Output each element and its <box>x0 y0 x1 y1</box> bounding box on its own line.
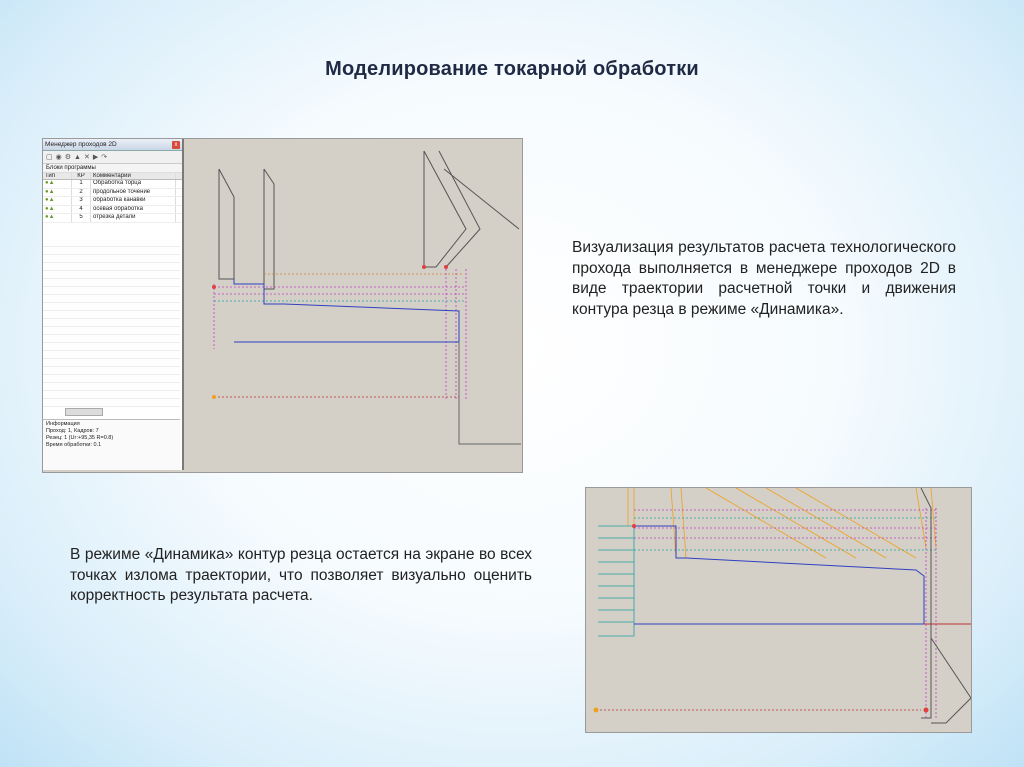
table-header <box>43 173 182 180</box>
bulb-icon: ●▲ <box>43 206 72 214</box>
toolpath-canvas[interactable] <box>184 139 521 470</box>
col-type[interactable]: Тип <box>43 173 72 179</box>
open-icon[interactable]: ▢ <box>46 154 53 161</box>
dynamic-mode-screenshot[interactable] <box>585 487 972 733</box>
col-comment[interactable]: Комментарий <box>91 173 176 179</box>
pass-manager-title: Менеджер проходов 2D <box>45 141 117 148</box>
slide-title: Моделирование токарной обработки <box>325 58 699 80</box>
table-row[interactable] <box>43 180 182 189</box>
row-num: 5 <box>72 214 91 222</box>
row-comment: отрезка детали <box>91 214 176 222</box>
description-paragraph-1: Визуализация результатов расчета технологического прохода выполняется в менеджере проходов 2D в виде траектории расчетной точки и движения контура резца в режиме «Динамика». <box>572 239 956 318</box>
export-icon[interactable]: ↷ <box>101 154 108 161</box>
table-row[interactable] <box>43 206 182 215</box>
row-comment: Обработка торца <box>91 180 176 188</box>
row-comment: обработка канавки <box>91 197 176 205</box>
info-panel <box>43 419 180 470</box>
horizontal-scrollbar[interactable] <box>65 408 103 416</box>
close-icon[interactable]: x <box>172 141 180 149</box>
bulb-icon: ●▲ <box>43 214 72 222</box>
empty-table-area <box>43 239 180 407</box>
bulb-icon: ●▲ <box>43 180 72 188</box>
table-row[interactable] <box>43 214 182 223</box>
program-blocks-label: Блоки программы <box>43 164 182 173</box>
info-line: Время обработки: 0.1 <box>46 442 102 448</box>
play-icon[interactable]: ▶ <box>92 154 99 161</box>
row-num: 3 <box>72 197 91 205</box>
info-line: Проход: 1, Кадров: 7 <box>46 428 99 434</box>
toolpath-lines <box>214 269 466 399</box>
info-label: Информация <box>46 421 80 427</box>
row-comment: осевая обработка <box>91 206 176 214</box>
info-line: Резец: 1 (Uг:+95,35 R=0.8) <box>46 435 114 441</box>
pass-manager-titlebar <box>43 139 182 151</box>
description-paragraph-2: В режиме «Динамика» контур резца остается на экране во всех точках излома траектории, что позволяет визуально оценить корректность результата расчета. <box>70 546 532 604</box>
table-row[interactable] <box>43 197 182 206</box>
settings-icon[interactable]: ⚙ <box>64 154 72 161</box>
pass-manager-screenshot <box>42 138 523 473</box>
delete-icon[interactable]: ✕ <box>83 154 90 161</box>
tool-contours <box>219 151 519 289</box>
pass-manager-window <box>43 139 184 470</box>
row-num: 4 <box>72 206 91 214</box>
path-markers <box>212 265 448 399</box>
col-kr[interactable]: КР <box>72 173 91 179</box>
table-row[interactable] <box>43 189 182 198</box>
bulb-icon: ●▲ <box>43 197 72 205</box>
bulb-icon: ●▲ <box>43 189 72 197</box>
row-num: 2 <box>72 189 91 197</box>
row-num: 1 <box>72 180 91 188</box>
add-icon[interactable]: ◉ <box>55 154 62 161</box>
row-comment: продольное точение <box>91 189 176 197</box>
pass-manager-toolbar <box>43 151 182 164</box>
workpiece-contour <box>234 279 521 444</box>
tool-icon[interactable]: ▲ <box>74 153 81 161</box>
